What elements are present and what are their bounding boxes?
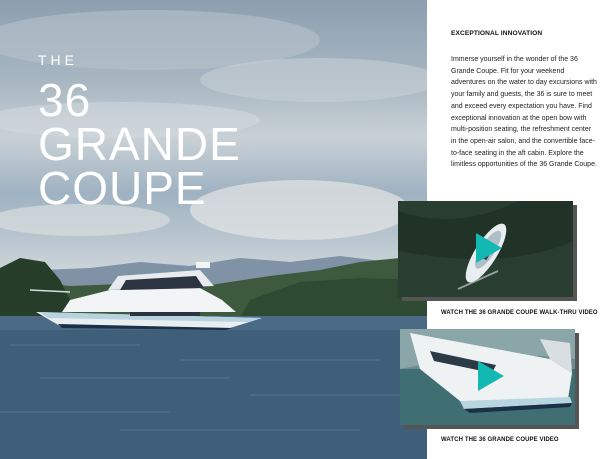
play-icon[interactable]: [476, 233, 502, 263]
hero-title-small: THE: [38, 52, 78, 68]
section-heading: EXCEPTIONAL INNOVATION: [451, 30, 543, 37]
hero-title-line2: GRANDE: [38, 118, 241, 170]
section-body: Immerse yourself in the wonder of the 36 Grande Coupe. Fit for your weekend adventures on the water to day excursions with your family and guests, the 36 is sure to meet and exceed every expectation you have. Find exceptional innovation at the open bow with multi-position seating, the refreshment center in the open-air salon, and the convertible face-to-face seating in the aft cabin. Explore the limitless opportunities of the 36 Grande Coupe.: [451, 56, 597, 169]
hero-title-line1: 36: [38, 74, 92, 126]
play-icon[interactable]: [478, 361, 504, 391]
boat-video-link[interactable]: WATCH THE 36 GRANDE COUPE VIDEO: [441, 437, 559, 443]
hero-title-line3: COUPE: [38, 162, 207, 214]
hero-title: [38, 52, 241, 214]
boat-video-thumbnail[interactable]: [400, 329, 575, 425]
walkthru-video-thumbnail[interactable]: [398, 201, 573, 297]
walkthru-video-link[interactable]: WATCH THE 36 GRANDE COUPE WALK-THRU VIDEO: [441, 310, 598, 316]
